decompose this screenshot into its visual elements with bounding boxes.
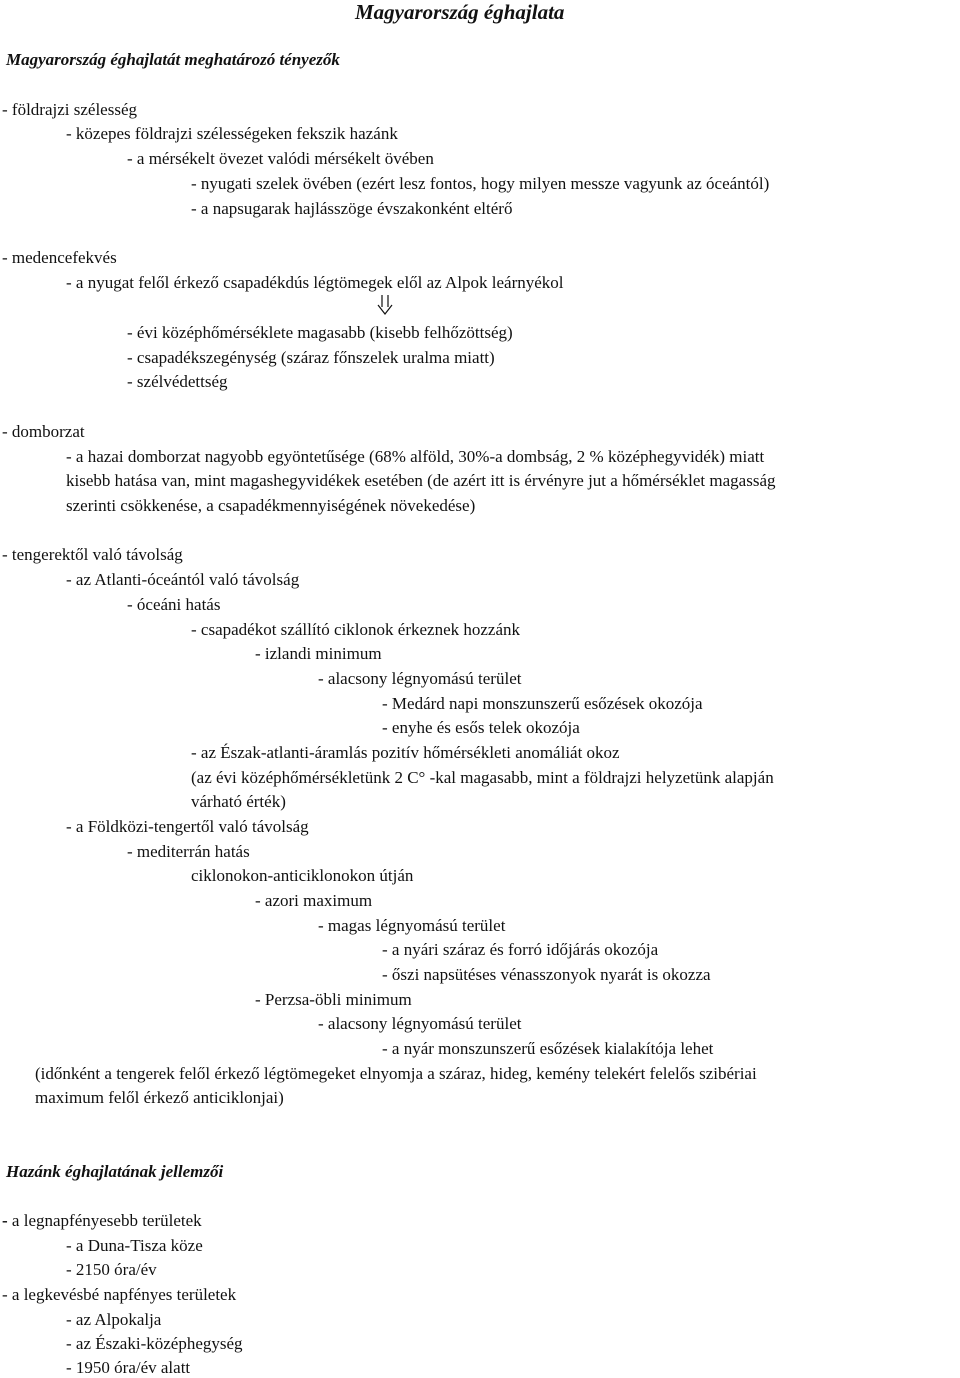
text-line: - enyhe és esős telek okozója — [382, 718, 580, 737]
text-line: - földrajzi szélesség — [2, 100, 137, 119]
text-line: - őszi napsütéses vénasszonyok nyarát is okozza — [382, 965, 711, 984]
text-line: - szélvédettség — [127, 372, 228, 391]
bold-dash: - — [2, 1211, 8, 1230]
page-title: Magyarország éghajlata — [355, 0, 565, 24]
text-line: - a nyugat felől érkező csapadékdús légtömegek elől az Alpok leárnyékol — [66, 273, 564, 292]
text-line: - nyugati szelek övében (ezért lesz fontos, hogy milyen messze vagyunk az óceántól) — [191, 174, 770, 193]
section-heading-characteristics: Hazánk éghajlatának jellemzői — [6, 1162, 224, 1181]
text-line: - az Atlanti-óceántól való távolság — [66, 570, 300, 589]
text-line: - Perzsa-öbli minimum — [255, 990, 412, 1009]
text-line: - 2150 óra/év — [66, 1260, 157, 1279]
text-line: - a Duna-Tisza köze — [66, 1236, 203, 1255]
text-line: - izlandi minimum — [255, 644, 382, 663]
text-line: (az évi középhőmérsékletünk 2 C° -kal magasabb, mint a földrajzi helyzetünk alapján — [191, 768, 774, 787]
text-line: - a napsugarak hajlásszöge évszakonként eltérő — [191, 199, 513, 218]
text-line: - medencefekvés — [2, 248, 117, 267]
text-line: - az Észak-atlanti-áramlás pozitív hőmérsékleti anomáliát okoz — [191, 743, 620, 762]
text-line: - Medárd napi monszunszerű esőzések okozója — [382, 694, 703, 713]
text-line: maximum felől érkező anticiklonjai) — [35, 1088, 284, 1107]
text-line: ciklonokon-anticiklonokon útján — [191, 866, 414, 885]
text-line: - az Alpokalja — [66, 1310, 162, 1329]
text-line: - óceáni hatás — [127, 595, 221, 614]
text-line: - évi középhőmérséklete magasabb (kisebb felhőzöttség) — [127, 323, 513, 342]
text-line: - tengerektől való távolság — [2, 545, 183, 564]
text-line: - a mérsékelt övezet valódi mérsékelt övében — [127, 149, 434, 168]
text-line: - 1950 óra/év alatt — [66, 1358, 191, 1377]
text-line: - alacsony légnyomású terület — [318, 669, 522, 688]
text-line: - magas légnyomású terület — [318, 916, 506, 935]
text-line: (időnként a tengerek felől érkező légtömegeket elnyomja a száraz, hideg, kemény telekért felelős szibériai — [35, 1064, 757, 1083]
text-line: kisebb hatása van, mint magashegyvidékek esetében (de azért itt is érvényre jut a hőmérséklet magasság — [66, 471, 776, 490]
text-line: - csapadékot szállító ciklonok érkeznek hozzánk — [191, 620, 521, 639]
text-line: - domborzat — [2, 422, 85, 441]
text-line: - a nyári száraz és forró időjárás okozója — [382, 940, 659, 959]
text-line — [2, 1211, 202, 1231]
text-line: - a nyár monszunszerű esőzések kialakítója lehet — [382, 1039, 714, 1058]
text-line: - az Északi-középhegység — [66, 1334, 243, 1353]
text-line: - a Földközi-tengertől való távolság — [66, 817, 309, 836]
text-line: - mediterrán hatás — [127, 842, 250, 861]
text-line: várható érték) — [191, 792, 286, 811]
text-line: - közepes földrajzi szélességeken fekszik hazánk — [66, 124, 398, 143]
double-down-arrow-icon — [376, 294, 394, 316]
section-heading-factors: Magyarország éghajlatát meghatározó tényezők — [6, 50, 340, 69]
text-line-rest: a legnapfényesebb területek — [7, 1211, 202, 1230]
text-line: - alacsony légnyomású terület — [318, 1014, 522, 1033]
text-line: - a hazai domborzat nagyobb egyöntetűsége (68% alföld, 30%-a dombság, 2 % középhegyvidék) miatt — [66, 447, 765, 466]
text-line: - azori maximum — [255, 891, 373, 910]
text-line: - a legkevésbé napfényes területek — [2, 1285, 237, 1304]
text-line: szerinti csökkenése, a csapadékmennyiségének növekedése) — [66, 496, 476, 515]
text-line: - csapadékszegénység (száraz főnszelek uralma miatt) — [127, 348, 495, 367]
